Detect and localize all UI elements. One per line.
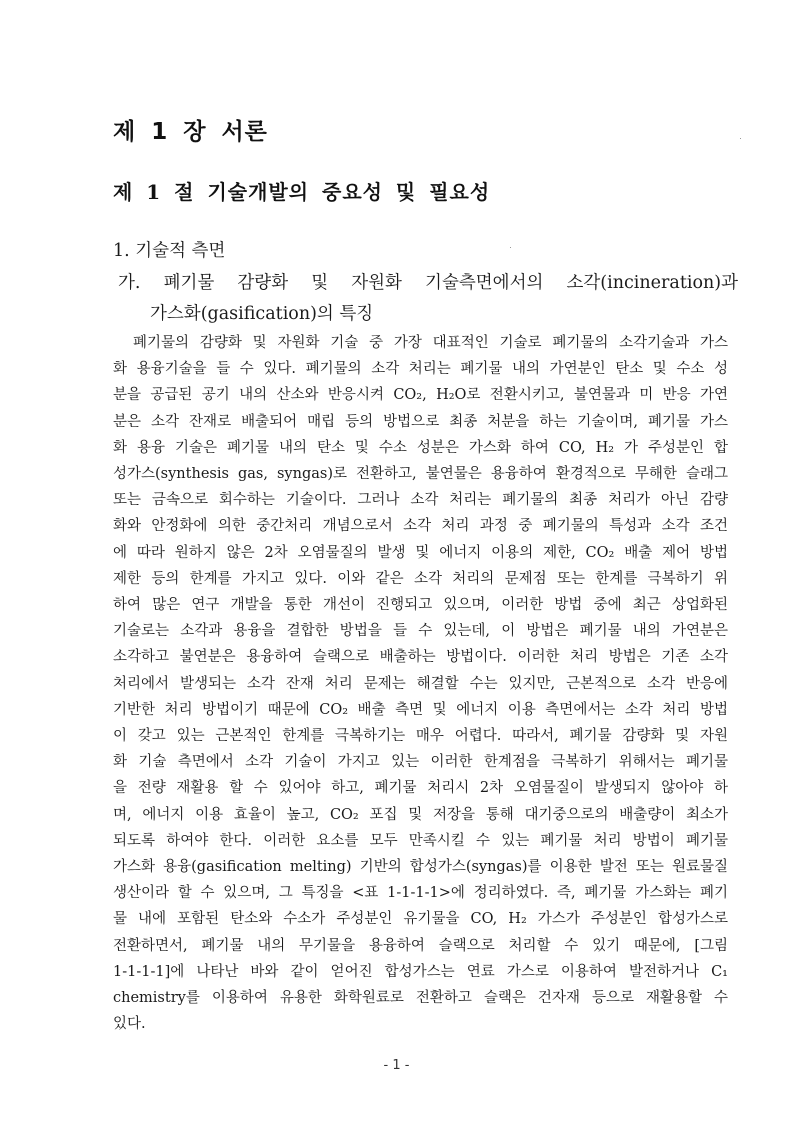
body-line: 되도록 하여야 한다. 이러한 요소를 모두 만족시킬 수 있는 폐기물 처리 방법이 폐기물	[113, 832, 728, 849]
body-line: 화와 안정화에 의한 중간처리 개념으로서 소각 처리 과정 중 폐기물의 특성과 소각 조건	[113, 518, 728, 535]
item-title-line-2: 가스화(gasification)의 특징	[150, 304, 374, 324]
body-line: 기반한 처리 방법이기 때문에 CO₂ 배출 측면 및 에너지 이용 측면에서는 소각 처리 방법	[113, 701, 728, 718]
body-line: 가스화 용융(gasification melting) 기반의 합성가스(syngas)를 이용한 발전 또는 원료물질	[113, 859, 728, 876]
body-line: 화 기술 측면에서 소각 기술이 가지고 있는 이러한 한계점을 극복하기 위해서는 폐기물	[113, 754, 728, 771]
body-line: 1-1-1-1]에 나타난 바와 같이 얻어진 합성가스는 연료 가스로 이용하여 발전하거나 C₁	[113, 963, 728, 980]
body-line: 분을 공급된 공기 내의 산소와 반응시켜 CO₂, H₂O로 전환시키고, 불연물과 미 반응 가연	[113, 387, 728, 404]
body-line: 기술로는 소각과 용융을 결합한 방법을 들 수 있는데, 이 방법은 폐기물 내의 가연분은	[113, 623, 728, 640]
scan-speck	[740, 138, 741, 139]
body-line: 을 전량 재활용 할 수 있어야 하고, 폐기물 처리시 2차 오염물질이 발생되지 않아야 하	[113, 780, 728, 797]
body-line: 분은 소각 잔재로 배출되어 매립 등의 방법으로 최종 처분을 하는 기술이며, 폐기물 가스	[113, 413, 728, 430]
body-line: 에 따라 원하지 않은 2차 오염물질의 발생 및 에너지 이용의 제한, CO₂ 배출 제어 방법	[113, 544, 728, 561]
body-line: 화 용융 기술은 폐기물 내의 탄소 및 수소 성분은 가스화 하여 CO, H₂ 가 주성분인 합	[113, 439, 728, 456]
subsection-title: 1. 기술적 측면	[113, 241, 226, 261]
scan-speck	[510, 247, 511, 248]
chapter-title: 제 1 장 서론	[113, 119, 268, 145]
body-line: chemistry를 이용하여 유용한 화학원료로 전환하고 슬랙은 건자재 등으로 재활용할 수	[113, 990, 728, 1007]
body-line: 하여 많은 연구 개발을 통한 개선이 진행되고 있으며, 이러한 방법 중에 최근 상업화된	[113, 597, 728, 614]
item-title	[118, 268, 738, 330]
body-line: 며, 에너지 이용 효율이 높고, CO₂ 포집 및 저장을 통해 대기중으로의 배출량이 최소가	[113, 806, 728, 823]
body-line: 이 갖고 있는 근본적인 한계를 극복하기는 매우 어렵다. 따라서, 폐기물 감량화 및 자원	[113, 728, 728, 745]
section-title: 제 1 절 기술개발의 중요성 및 필요성	[113, 180, 491, 204]
body-line: 소각하고 불연분은 용융하여 슬랙으로 배출하는 방법이다. 이러한 처리 방법은 기존 소각	[113, 649, 728, 666]
body-line: 전환하면서, 폐기물 내의 무기물을 용융하여 슬랙으로 처리할 수 있기 때문에, [그림	[113, 937, 728, 954]
item-title-line-1: 가. 폐기물 감량화 및 자원화 기술측면에서의 소각(incineration)과	[118, 273, 738, 293]
body-line: 또는 금속으로 회수하는 기술이다. 그러나 소각 처리는 폐기물의 최종 처리가 아닌 감량	[113, 492, 728, 509]
body-line: 폐기물의 감량화 및 자원화 기술 중 가장 대표적인 기술로 폐기물의 소각기술과 가스	[133, 335, 728, 351]
body-line: 화 용융기술을 들 수 있다. 폐기물의 소각 처리는 폐기물 내의 가연분인 탄소 및 수소 성	[113, 361, 728, 378]
body-line: 있다.	[113, 1016, 146, 1033]
body-line: 물 내에 포함된 탄소와 수소가 주성분인 유기물을 CO, H₂ 가스가 주성분인 합성가스로	[113, 911, 728, 928]
body-line: 성가스(synthesis gas, syngas)로 전환하고, 불연물은 용융하여 환경적으로 무해한 슬래그	[113, 466, 728, 483]
body-line: 생산이라 할 수 있으며, 그 특징을 <표 1-1-1-1>에 정리하였다. 즉, 폐기물 가스화는 폐기	[113, 885, 728, 902]
body-line: 처리에서 발생되는 소각 잔재 처리 문제는 해결할 수는 있지만, 근본적으로 소각 반응에	[113, 675, 728, 692]
page-number: - 1 -	[383, 1058, 410, 1073]
body-line: 제한 등의 한계를 가지고 있다. 이와 같은 소각 처리의 문제점 또는 한계를 극복하기 위	[113, 570, 728, 587]
body-paragraph	[113, 330, 728, 1037]
